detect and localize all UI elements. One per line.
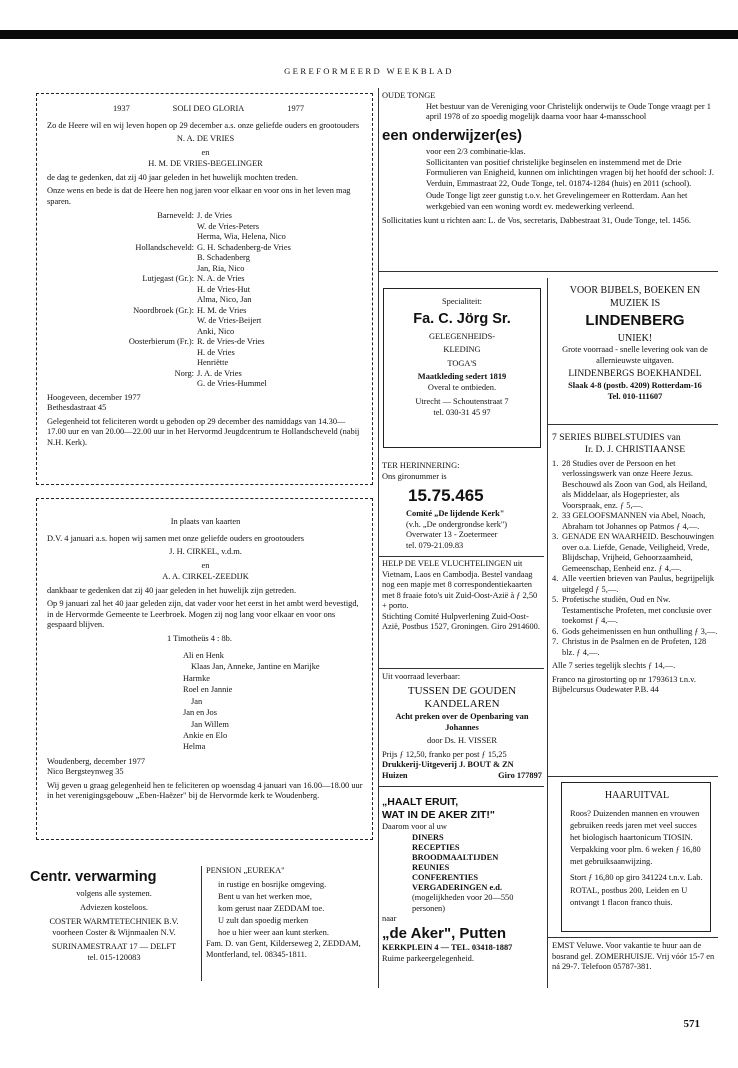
family-name: Jan, Ria, Nico [197, 263, 245, 273]
jorg-line: KLEDING [443, 345, 481, 355]
aker-item: DINERS [412, 832, 444, 842]
family-name: R. de Vries-de Vries [197, 337, 265, 346]
refugee-text: HELP DE VELE VLUCHTELINGEN uit Vietnam, Laos en Cambodja. Bestel vandaag nog een mapje met 8 correspondentiekaarten met 8 fraaie foto's uit Zuid-Oost-Azië à ƒ 2,50 + porto. [382, 559, 538, 610]
family-name: Henriëtte [197, 358, 229, 367]
aker-brand: „de Aker", Putten [382, 924, 507, 942]
book-publisher: Drukkerij-Uitgeverij J. BOUT & ZN [382, 760, 514, 769]
studies-order: Franco na girostorting op nr 1793613 t.n.v. Bijbelcursus Oudewater P.B. 44 [552, 674, 696, 695]
section-divider [547, 424, 718, 425]
heating-sub: volgens alle systemen. [76, 889, 152, 899]
family-name: Alma, Nico, Jan [197, 295, 252, 304]
address: Nico Bergsteynweg 35 [47, 767, 124, 777]
lindenberg-shop: LINDENBERGS BOEKHANDEL [568, 369, 702, 380]
bible-studies-ad [552, 432, 718, 696]
name-wife: H. M. DE VRIES-BEGELINGER [148, 159, 263, 168]
eureka-title: PENSION „EUREKA" [206, 866, 285, 875]
jorg-ad [383, 288, 541, 448]
family-place: Norg: [174, 368, 194, 378]
studies-item: 2. 33 GELOOFSMANNEN via Abel, Noach, Abraham tot Johannes op Patmos ƒ 4,—. [552, 511, 706, 531]
family-name: H. de Vries-Hut [197, 284, 251, 294]
lindenberg-address: Slaak 4-8 (postb. 4209) Rotterdam-16 [568, 381, 702, 391]
hair-order: Stort ƒ 16,80 op giro 341224 t.n.v. Lab. ROTAL, postbus 200, Leiden en U ontvangt 1 flacon franco thuis. [570, 873, 703, 907]
family-name: B. Schadenberg [197, 253, 250, 262]
bible-verse: 1 Timotheüs 4 : 8b. [167, 633, 232, 643]
lijdende-kerk-ad [382, 461, 542, 551]
vacancy-headline: een onderwijzer(es) [382, 126, 523, 144]
top-black-bar [0, 30, 738, 39]
family-name: Klaas Jan, Anneke, Jantine en Marijke [191, 662, 320, 672]
aker-note: (mogelijkheden voor 20—550 personen) [412, 893, 514, 913]
family-name: Anki, Nico [197, 326, 235, 336]
lindenberg-tel: Tel. 010-111607 [607, 391, 663, 401]
place-date: Hoogeveen, december 1977 [47, 392, 141, 402]
aker-item: REUNIES [412, 862, 450, 872]
studies-title: 7 SERIES BIJBELSTUDIES van [552, 432, 681, 443]
book-giro: Giro 177897 [498, 770, 542, 780]
comite-tel: tel. 079-21.09.83 [406, 540, 464, 550]
hair-title: HAARUITVAL [604, 790, 670, 801]
family-name: Jan en Jos [183, 708, 217, 718]
family-name: Ankie en Elo [183, 730, 228, 740]
label: TER HERINNERING: [382, 461, 460, 470]
studies-item: 6. Gods geheimenissen en hun onthulling ƒ 3,—. [552, 626, 718, 636]
section-divider [547, 937, 718, 938]
family-name: G. H. Schadenberg-de Vries [197, 242, 291, 252]
aker-address: KERKPLEIN 4 — TEL. 03418-1887 [382, 943, 513, 953]
aker-headline: „HAALT ERUIT, [382, 796, 459, 808]
vacancy-location-info: Oude Tonge ligt zeer gunstig t.o.v. het Grevelingemeer en Rotterdam. Aan het werkgebied van een woning wordt ev. medewerking verleend. [426, 191, 688, 211]
aker-naar: naar [382, 914, 397, 924]
hair-loss-ad [561, 782, 711, 932]
family-name: W. de Vries-Peters [197, 221, 260, 231]
family-list [47, 650, 364, 753]
heating-ad [28, 866, 198, 963]
family-name: Jan [191, 696, 203, 706]
family-name: H. de Vries [197, 347, 235, 357]
conjunction: en [201, 147, 210, 157]
book-author: door Ds. H. VISSER [427, 736, 497, 745]
aker-headline: WAT IN DE AKER ZIT!" [382, 809, 495, 822]
column-divider [547, 278, 548, 988]
refugee-ad [382, 559, 542, 633]
studies-item: 3. GENADE EN WAARHEID. Beschouwingen over o.a. Liefde, Genade, Veiligheid, Vrede, Blijdschap, Vrijheid, Gehoorzaamheid, Gemeenschap, Eenheid enz. ƒ 4,—. [552, 532, 714, 573]
section-divider [378, 786, 544, 787]
book-label: Uit voorraad leverbaar: [382, 672, 461, 681]
book-title: TUSSEN DE GOUDEN [407, 684, 517, 697]
lindenberg-brand: LINDENBERG [585, 312, 685, 329]
address: Bethesdastraat 45 [47, 403, 107, 412]
jorg-name: Fa. C. Jörg Sr. [413, 310, 511, 327]
giro-number: 15.75.465 [408, 486, 484, 505]
comite-address: Overwater 13 - Zoetermeer [406, 530, 498, 540]
lindenberg-stock: Grote voorraad - snelle levering ook van de allernieuwste uitgaven. [562, 345, 708, 365]
place-date: Woudenberg, december 1977 [47, 756, 146, 766]
anniversary-ad-cirkel [36, 498, 373, 840]
reception-text: Gelegenheid tot feliciteren wordt u geboden op 29 december des namiddags van 14.30—17.00 uur en van 20.00—22.00 uur in het Hervormd Jeugdcentrum te Hollandscheveld (nabij N.H. Kerk). [47, 416, 360, 447]
aker-intro: Daarom voor al uw [382, 822, 447, 832]
family-name: Ali en Henk [183, 651, 224, 660]
jorg-line: Overal te ontbieden. [427, 382, 497, 392]
aker-item: BROODMAALTIJDEN [412, 852, 499, 862]
sub: Ons gironummer is [382, 471, 447, 481]
heading: In plaats van kaarten [170, 517, 241, 526]
emst-text: EMST Veluwe. Voor vakantie te huur aan de bosrand gel. ZOMERHUISJE. Vrij vóór 15-7 en ná 29-7. Telefoon 05787-381. [552, 941, 715, 971]
eureka-line: Bent u van het werken moe, [218, 891, 312, 901]
emst-ad [552, 941, 718, 973]
name-husband: J. H. CIRKEL, v.d.m. [169, 547, 242, 556]
eureka-line: kom gerust naar ZEDDAM toe. [218, 903, 325, 913]
jorg-address: Utrecht — Schoutenstraat 7 [415, 397, 509, 407]
section-divider [378, 668, 544, 669]
family-name: N. A. de Vries [197, 274, 245, 283]
studies-item: 5. Profetische studiën, Oud en Nw. Testamentische Profeten, met conclusie over toekomst ƒ 4,—. [552, 595, 712, 626]
jorg-line: GELEGENHEIDS- [428, 331, 496, 341]
family-place: Noordbroek (Gr.): [133, 305, 194, 315]
family-name: J. A. de Vries [197, 368, 242, 378]
name-husband: N. A. DE VRIES [176, 134, 235, 143]
studies-list [552, 459, 718, 659]
section-divider [378, 556, 544, 557]
eureka-line: U zult dan spoedig merken [218, 916, 309, 926]
year-left: 1937 [113, 104, 130, 113]
heating-advice: Adviezen kosteloos. [80, 902, 148, 912]
family-name: G. de Vries-Hummel [197, 379, 267, 388]
vacancy-requirements: Sollicitanten van positief christelijke beginselen en instemmend met de Drie Formulieren van Enigheid, kunnen om inlichtingen vragen bij het hoofd der school: J. Verduin, Emmastraat 22, Oude Tonge, tel. 01874-1284 (huis) en 2011 (school). [426, 157, 714, 188]
eureka-ad [206, 866, 370, 960]
section-divider [547, 776, 718, 777]
hair-text: Roos? Duizenden mannen en vrouwen gebruiken reeds jaren met veel succes het biologisch haartonicum TIOSIN. Verpakking voor plm. 6 weken ƒ 16,80 met gebruiksaanwijzing. [570, 808, 701, 867]
teacher-vacancy-ad [382, 91, 718, 227]
name-wife: A. A. CIRKEL-ZEEDIJK [162, 572, 249, 581]
family-name: H. M. de Vries [197, 305, 247, 315]
book-price: Prijs ƒ 12,50, franko per post ƒ 15,25 [382, 749, 507, 759]
family-list [47, 211, 364, 390]
lindenberg-line: VOOR BIJBELS, BOEKEN EN [569, 285, 701, 296]
vacancy-class: voor een 2/3 combinatie-klas. [426, 147, 526, 157]
aker-item: CONFERENTIES [412, 873, 479, 883]
family-name: Roel en Jannie [183, 685, 233, 695]
family-place: Lutjegast (Gr.): [142, 274, 194, 283]
comite-line: (v.h. „De ondergrondse kerk") [406, 519, 508, 529]
ministry-text: Op 9 januari zal het 40 jaar geleden zijn, dat vader voor het eerst in het ambt werd bevestigd, in de Hervormde Gemeente te Leerbroek. Mogen zij nog lang voor elkaar en voor ons gespaard blijven. [47, 599, 359, 629]
family-name: J. de Vries [197, 211, 232, 220]
family-place: Barneveld: [157, 211, 194, 220]
vacancy-contact: Sollicitaties kunt u richten aan: L. de Vos, secretaris, Dabbestraat 31, Oude Tonge, tel. 1456. [382, 216, 691, 226]
anniversary-ad-de-vries [36, 93, 373, 485]
column-divider [378, 88, 379, 988]
book-place: Huizen [382, 770, 408, 780]
comite: Comité „De lijdende Kerk" [406, 509, 505, 519]
eureka-contact: Fam. D. van Gent, Kilderseweg 2, ZEDDAM, Montferland, tel. 08345-1811. [206, 939, 361, 959]
company-address: SURINAMESTRAAT 17 — DELFT [51, 942, 177, 952]
studies-author: Ir. D. J. CHRISTIAANSE [584, 443, 686, 455]
page-header: GEREFORMEERD WEEKBLAD [284, 66, 454, 76]
studies-item: 4. Alle veertien brieven van Paulus, begrijpelijk uitgelegd ƒ 5,—. [552, 574, 715, 594]
vacancy-intro: Het bestuur van de Vereniging voor Christelijk onderwijs te Oude Tonge vraagt per 1 april 1978 of zo spoedig mogelijk daarna voor haar 4-mansschool [426, 101, 711, 121]
book-ad [382, 672, 542, 781]
aker-item: VERGADERINGEN e.d. [412, 883, 503, 893]
lindenberg-line: MUZIEK IS [609, 297, 661, 309]
heating-title: Centr. verwarming [30, 869, 157, 885]
company-formerly: voorheen Coster & Wijnmaalen N.V. [52, 927, 176, 937]
book-title: KANDELAREN [424, 698, 500, 711]
company-tel: tel. 015-120083 [87, 952, 141, 962]
anniversary-text: dankbaar te gedenken dat zij 40 jaar geleden in het huwelijk zijn getreden. [47, 585, 297, 595]
studies-all: Alle 7 series tegelijk slechts ƒ 14,—. [552, 661, 676, 671]
section-divider [378, 271, 718, 272]
family-place: Hollandscheveld: [135, 242, 194, 252]
anniversary-text: de dag te gedenken, dat zij 40 jaar geleden in het huwelijk mochten treden. [47, 172, 298, 182]
lindenberg-uniek: UNIEK! [617, 332, 653, 344]
book-subtitle: Acht preken over de Openbaring van Johannes [395, 712, 529, 732]
wish-text: Onze wens en bede is dat de Heere hen nog jaren voor elkaar en voor ons in het leven mag sparen. [47, 186, 351, 206]
reception-text: Wij geven u graag gelegenheid hen te feliciteren op woensdag 4 januari van 16.00—18.00 uur in het verenigingsgebouw „Eben-Haëzer" bij de Hervormde kerk te Woudenberg. [47, 780, 363, 801]
family-name: Helma [183, 742, 206, 752]
jorg-tel: tel. 030-31 45 97 [433, 407, 491, 417]
eureka-line: hoe u hier weer aan kunt sterken. [218, 928, 329, 938]
eureka-line: in rustige en bosrijke omgeving. [218, 879, 327, 889]
family-name: Harmke [183, 673, 210, 683]
conjunction: en [201, 560, 210, 570]
intro-text: Zo de Heere wil en wij leven hopen op 29 december a.s. onze geliefde ouders en grootouders [47, 120, 360, 130]
refugee-org: Stichting Comité Hulpverlening Zuid-Oost-Azië, Postbus 1527, Groningen. Giro 2914600. [382, 611, 540, 631]
motto: SOLI DEO GLORIA [172, 104, 245, 113]
studies-item: 7. Christus in de Psalmen en de Profeten, 128 blz. ƒ 4,—. [552, 637, 707, 657]
aker-parking: Ruime parkeergelegenheid. [382, 953, 474, 963]
aker-ad [382, 796, 542, 964]
jorg-line: TOGA'S [447, 358, 477, 368]
year-right: 1977 [287, 104, 304, 113]
jorg-specialty: Specialiteit: [441, 297, 482, 306]
intro-text: D.V. 4 januari a.s. hopen wij samen met onze geliefde ouders en grootouders [47, 533, 305, 543]
family-name: Jan Willem [191, 719, 229, 729]
family-name: W. de Vries-Beijert [197, 316, 262, 325]
jorg-line: Maatkleding sedert 1819 [417, 372, 507, 382]
family-place: Oosterbierum (Fr.): [128, 337, 194, 346]
company-name: COSTER WARMTETECHNIEK B.V. [49, 917, 179, 927]
vacancy-location: OUDE TONGE [382, 91, 436, 100]
aker-item: RECEPTIES [412, 842, 460, 852]
column-divider [201, 866, 202, 981]
family-name: Herma, Wia, Helena, Nico [197, 232, 286, 241]
studies-item: 1. 28 Studies over de Persoon en het verlossingswerk van onze Heere Jezus. Beschouwd als Zoon van God, als Heiland, als Middelaar, als Hogepriester, als Voorspraak, enz. ƒ 5,—. [552, 458, 708, 510]
page-number: 571 [683, 1018, 700, 1030]
lindenberg-ad [552, 285, 718, 402]
